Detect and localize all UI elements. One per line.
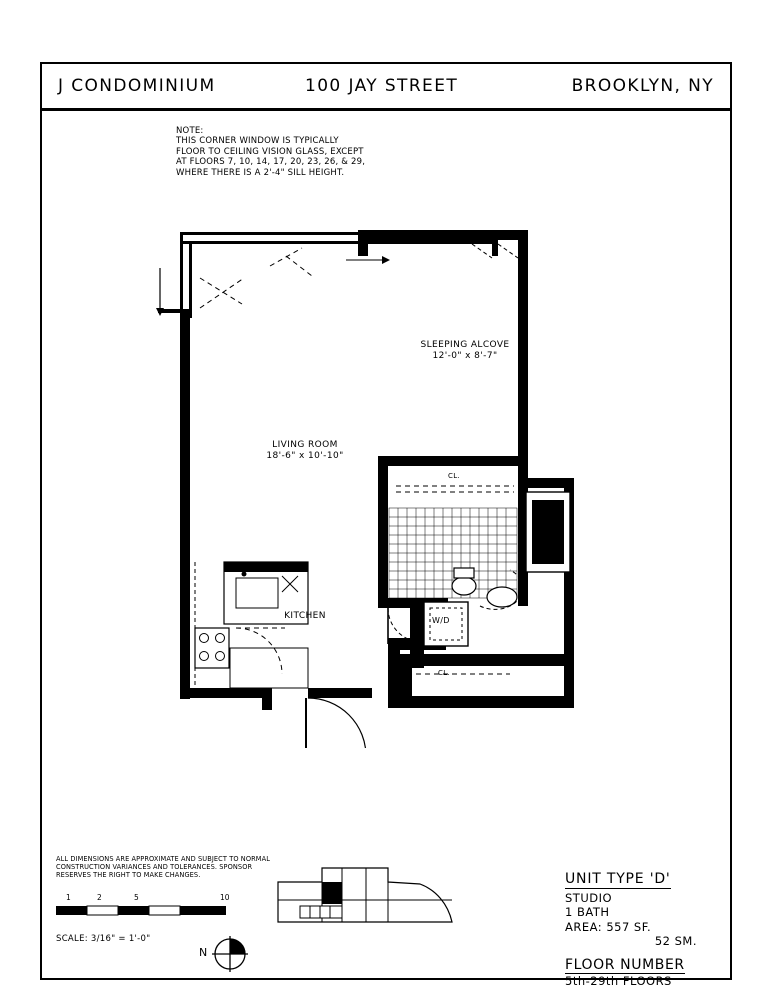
floor-number-heading: FLOOR NUMBER (565, 956, 685, 973)
compass-north-label: N (199, 946, 208, 959)
sleeping-alcove-name: SLEEPING ALCOVE (420, 340, 510, 350)
building-address: 100 JAY STREET (305, 76, 459, 96)
closet-label-lower: CL. (438, 669, 450, 677)
toilet (452, 577, 476, 595)
washer-dryer-label: W/D (432, 616, 450, 625)
scale-tick-1: 1 (66, 893, 71, 902)
scale-text: SCALE: 3/16" = 1'-0" (56, 934, 151, 944)
floor-plan-drawing (40, 108, 732, 748)
floor-number-range: 5th-29th FLOORS (565, 974, 672, 988)
key-plan-unit-highlight (322, 882, 342, 904)
title-block (40, 70, 732, 106)
scale-tick-labels (56, 893, 236, 904)
room-label-sleeping-alcove (395, 340, 535, 362)
building-name: J CONDOMINIUM (58, 76, 216, 96)
building-location: BROOKLYN, NY (571, 76, 714, 96)
sleeping-alcove-dims: 12'-0" x 8'-7" (432, 351, 498, 361)
unit-line-area-sm: 52 SM. (654, 934, 697, 948)
scale-tick-5: 5 (134, 893, 139, 902)
unit-line-studio: STUDIO (565, 890, 613, 905)
unit-line-bath: 1 BATH (565, 905, 610, 919)
floor-plan-svg (40, 108, 732, 748)
key-plan (270, 860, 460, 940)
unit-type-heading: UNIT TYPE 'D' (565, 871, 671, 887)
dimensions-disclaimer: ALL DIMENSIONS ARE APPROXIMATE AND SUBJECT TO NORMAL CONSTRUCTION VARIANCES AND TOLERANCES. SPONSOR RESERVES THE RIGHT TO MAKE CHANGES. (56, 855, 270, 880)
scale-bar (56, 893, 236, 923)
note-body: THIS CORNER WINDOW IS TYPICALLY FLOOR TO CEILING VISION GLASS, EXCEPT AT FLOORS 7, 10, 14, 17, 20, 23, 26, & 29, WHERE THERE IS A 2'-4" SILL HEIGHT. (176, 136, 366, 178)
unit-info-block (565, 872, 725, 989)
note-title: NOTE: (176, 126, 204, 136)
closet-label-upper: CL. (448, 472, 460, 480)
scale-tick-10: 10 (220, 893, 230, 902)
room-label-kitchen (255, 611, 355, 622)
living-room-dims-actual: 18'-6" x 10'-10" (266, 451, 344, 461)
scale-bar-graphic (56, 904, 240, 918)
unit-line-area-sf: AREA: 557 SF. (565, 919, 652, 934)
compass-rose (208, 932, 252, 976)
scale-tick-2: 2 (97, 893, 102, 902)
living-room-name: LIVING ROOM (272, 440, 338, 450)
kitchen-name: KITCHEN (284, 611, 326, 621)
room-label-living-room (235, 440, 375, 462)
bath-sink (487, 587, 517, 607)
